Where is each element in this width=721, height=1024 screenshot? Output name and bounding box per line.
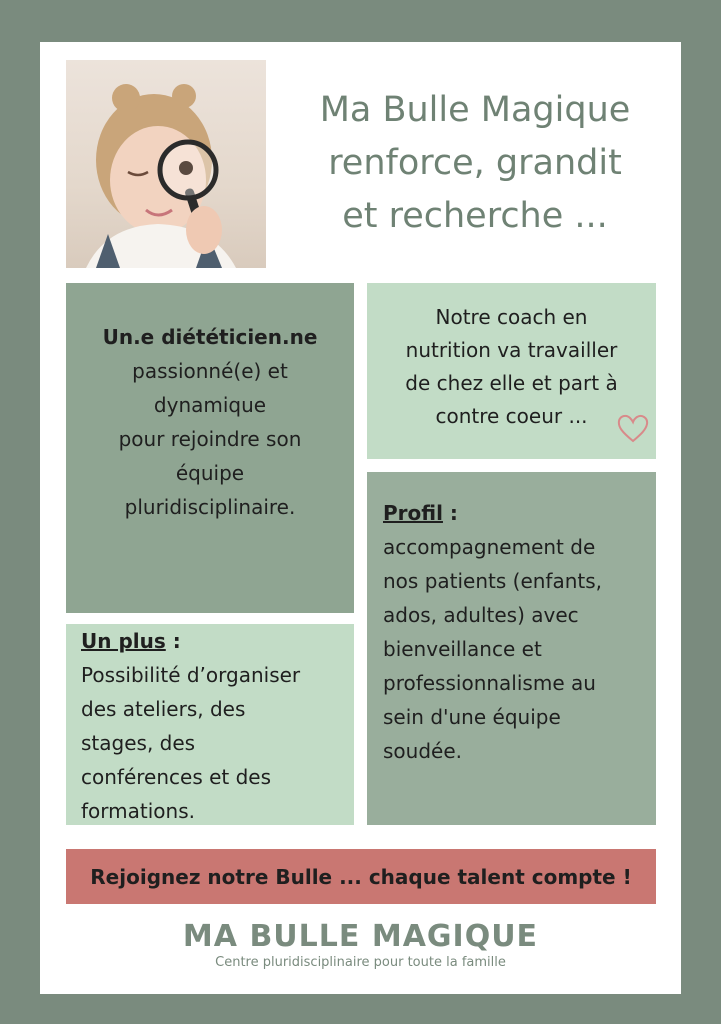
brand-logo-text: MA BULLE MAGIQUE bbox=[182, 919, 539, 954]
bonus-title: Un plus bbox=[81, 629, 166, 653]
coach-line: de chez elle et part à bbox=[405, 371, 618, 395]
bonus-line: des ateliers, des bbox=[81, 697, 246, 721]
headline-line-3: et recherche ... bbox=[342, 196, 608, 236]
job-title: Un.e diététicien.ne bbox=[102, 325, 318, 349]
bonus-line: stages, des bbox=[81, 731, 196, 755]
child-magnifying-glass-photo bbox=[66, 60, 266, 268]
profile-line: nos patients (enfants, bbox=[383, 569, 603, 593]
profile-line: professionnalisme au bbox=[383, 671, 596, 695]
job-line: dynamique bbox=[153, 393, 267, 417]
flyer-sheet bbox=[40, 42, 681, 994]
job-line: équipe bbox=[175, 461, 245, 485]
profile-title-colon: : bbox=[442, 501, 458, 525]
profile-line: accompagnement de bbox=[383, 535, 596, 559]
bonus-line: conférences et des bbox=[81, 765, 272, 789]
job-line: pour rejoindre son bbox=[118, 427, 302, 451]
job-line: passionné(e) et bbox=[132, 359, 288, 383]
profile-box bbox=[367, 472, 656, 825]
profile-line: bienveillance et bbox=[383, 637, 542, 661]
job-description-box bbox=[66, 283, 354, 613]
profile-line: sein d'une équipe bbox=[383, 705, 561, 729]
brand-tagline: Centre pluridisciplinaire pour toute la famille bbox=[215, 955, 506, 970]
call-to-action-banner: Rejoignez notre Bulle ... chaque talent compte ! bbox=[66, 849, 656, 904]
bonus-line: formations. bbox=[81, 799, 195, 823]
bonus-line: Possibilité d’organiser bbox=[81, 663, 301, 687]
headline bbox=[276, 84, 674, 243]
job-line: pluridisciplinaire. bbox=[124, 495, 296, 519]
coach-line: nutrition va travailler bbox=[405, 338, 618, 362]
profile-line: ados, adultes) avec bbox=[383, 603, 579, 627]
coach-line: Notre coach en bbox=[435, 305, 588, 329]
profile-line: soudée. bbox=[383, 739, 462, 763]
heart-icon bbox=[616, 412, 650, 454]
headline-line-2: renforce, grandit bbox=[328, 143, 622, 183]
bonus-box bbox=[66, 624, 354, 825]
headline-line-1: Ma Bulle Magique bbox=[319, 90, 631, 130]
bonus-title-colon: : bbox=[165, 629, 181, 653]
coach-note-box bbox=[367, 283, 656, 459]
profile-title: Profil bbox=[383, 501, 443, 525]
coach-line: contre coeur ... bbox=[435, 404, 588, 428]
